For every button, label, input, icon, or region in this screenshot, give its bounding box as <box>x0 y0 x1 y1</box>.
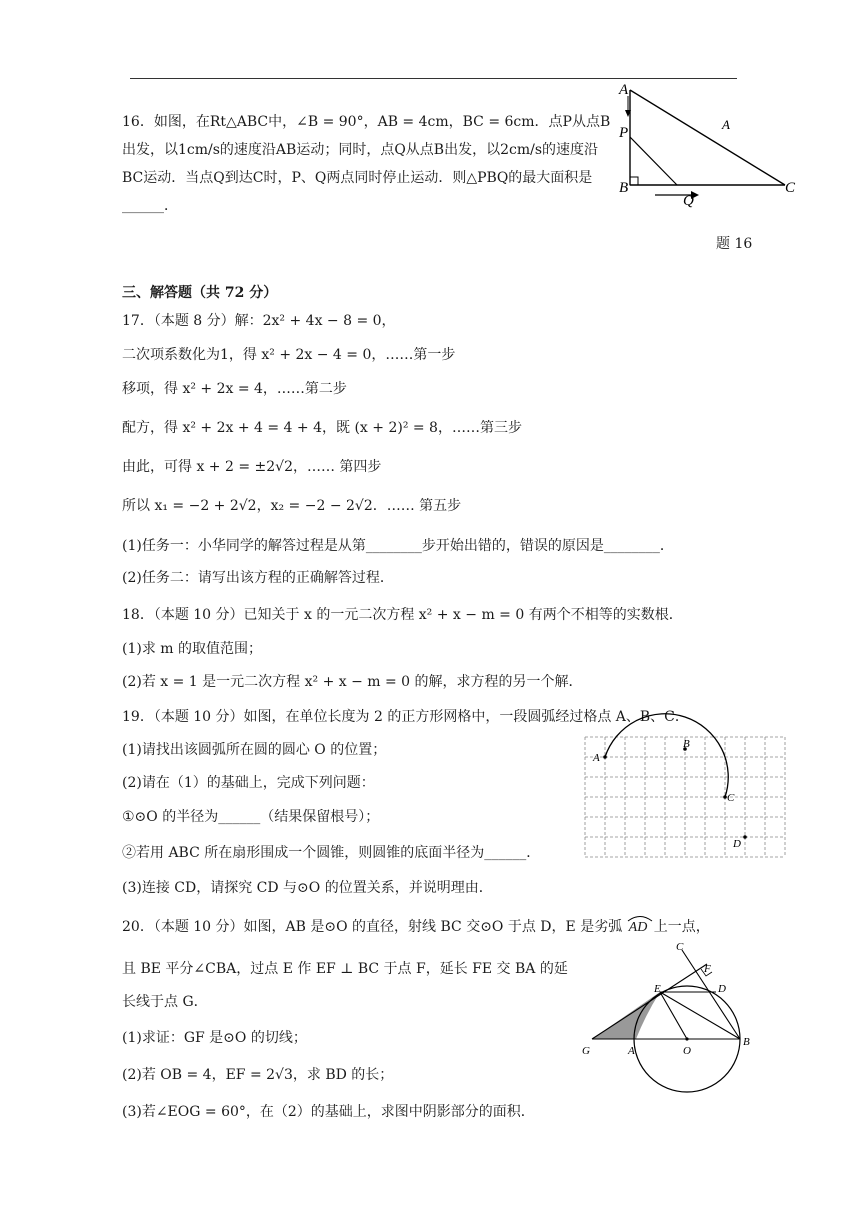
q20-part-1: (1)求证：GF 是⊙O 的切线； <box>122 1030 307 1046</box>
label-E: E <box>654 983 661 995</box>
label-B: B <box>619 180 629 196</box>
q20-header-end: 上一点， <box>653 919 710 935</box>
q19-part-2: (2)请在（1）的基础上，完成下列问题： <box>122 775 375 791</box>
section-title: 三、解答题（共 72 分） <box>122 285 278 301</box>
q17-step-2: 移项，得 x² + 2x = 4，……第二步 <box>122 381 347 397</box>
q19-header: 19．（本题 10 分）如图，在单位长度为 2 的正方形网格中，一段圆弧经过格点 A、B、C． <box>122 709 689 725</box>
grid-label-C: C <box>727 792 735 804</box>
label-A-side: A <box>722 117 730 132</box>
q17-step-1: 二次项系数化为1，得 x² + 2x − 4 = 0，……第一步 <box>122 347 456 363</box>
q20-circle-figure <box>582 942 762 1097</box>
q20-header <box>122 916 710 936</box>
label-D: D <box>718 983 726 995</box>
q16-caption: 题 16 <box>716 236 753 252</box>
q17-step-4: 由此，可得 x + 2 = ±2√2，…… 第四步 <box>122 459 382 475</box>
label-B: B <box>743 1036 750 1048</box>
q20-arc-AD: AD <box>627 919 650 936</box>
q19-part-1: (1)请找出该圆弧所在圆的圆心 O 的位置； <box>122 742 387 758</box>
q17-step-3: 配方，得 x² + 2x + 4 = 4 + 4，既 (x + 2)² = 8，……第三步 <box>122 420 522 436</box>
q19-part-3: (3)连接 CD，请探究 CD 与⊙O 的位置关系，并说明理由． <box>122 880 493 896</box>
q18-part-1: (1)求 m 的取值范围； <box>122 641 263 657</box>
label-Q: Q <box>683 193 694 209</box>
q17-step-5: 所以 x₁ = −2 + 2√2，x₂ = −2 − 2√2．…… 第五步 <box>122 498 462 514</box>
q18-part-2: (2)若 x = 1 是一元二次方程 x² + x − m = 0 的解，求方程的另一个解． <box>122 674 583 690</box>
q20-line-2: 且 BE 平分∠CBA，过点 E 作 EF ⊥ BC 于点 F，延长 FE 交 BA 的延 <box>122 961 568 977</box>
label-P: P <box>619 125 629 141</box>
top-rule <box>130 78 737 79</box>
label-A: A <box>628 1045 635 1057</box>
q19-part-2b: ②若用 ABC 所在扇形围成一个圆锥，则圆锥的底面半径为______． <box>122 845 541 861</box>
q16-text: 16．如图，在Rt△ABC中，∠B = 90°，AB = 4cm，BC = 6cm．点P从点B出发，以1cm/s的速度沿AB运动；同时，点Q从点B出发，以2cm/s的速度沿BC运动．当点Q到达C时，P、Q两点同时停止运动．则△PBQ的最大面积是______． <box>122 114 611 214</box>
grid-label-A: A <box>593 752 600 764</box>
label-O: O <box>683 1045 691 1057</box>
q17-task-2: (2)任务二：请写出该方程的正确解答过程． <box>122 570 394 586</box>
label-C: C <box>676 941 684 953</box>
label-F: F <box>704 963 711 975</box>
q20-header-start: 20．（本题 10 分）如图，AB 是⊙O 的直径，射线 BC 交⊙O 于点 D，E 是劣弧 <box>122 919 623 935</box>
q19-grid-figure <box>585 737 785 857</box>
q16-figure <box>615 82 800 212</box>
q17-header: 17．（本题 8 分）解：2x² + 4x − 8 = 0， <box>122 313 396 329</box>
q20-line-3: 长线于点 G． <box>122 994 208 1010</box>
q20-part-2: (2)若 OB = 4，EF = 2√3，求 BD 的长； <box>122 1067 394 1083</box>
grid-label-D: D <box>733 838 741 850</box>
q20-part-3: (3)若∠EOG = 60°，在（2）的基础上，求图中阴影部分的面积． <box>122 1104 535 1120</box>
label-C: C <box>785 180 796 196</box>
q18-header: 18．（本题 10 分）已知关于 x 的一元二次方程 x² + x − m = 0 有两个不相等的实数根． <box>122 607 683 623</box>
label-G: G <box>582 1045 590 1057</box>
grid-label-B: B <box>683 738 690 750</box>
q19-part-2a: ①⊙O 的半径为______（结果保留根号）； <box>122 809 380 825</box>
q17-task-1: (1)任务一：小华同学的解答过程是从第________步开始出错的，错误的原因是________． <box>122 538 674 554</box>
label-A: A <box>619 82 629 98</box>
